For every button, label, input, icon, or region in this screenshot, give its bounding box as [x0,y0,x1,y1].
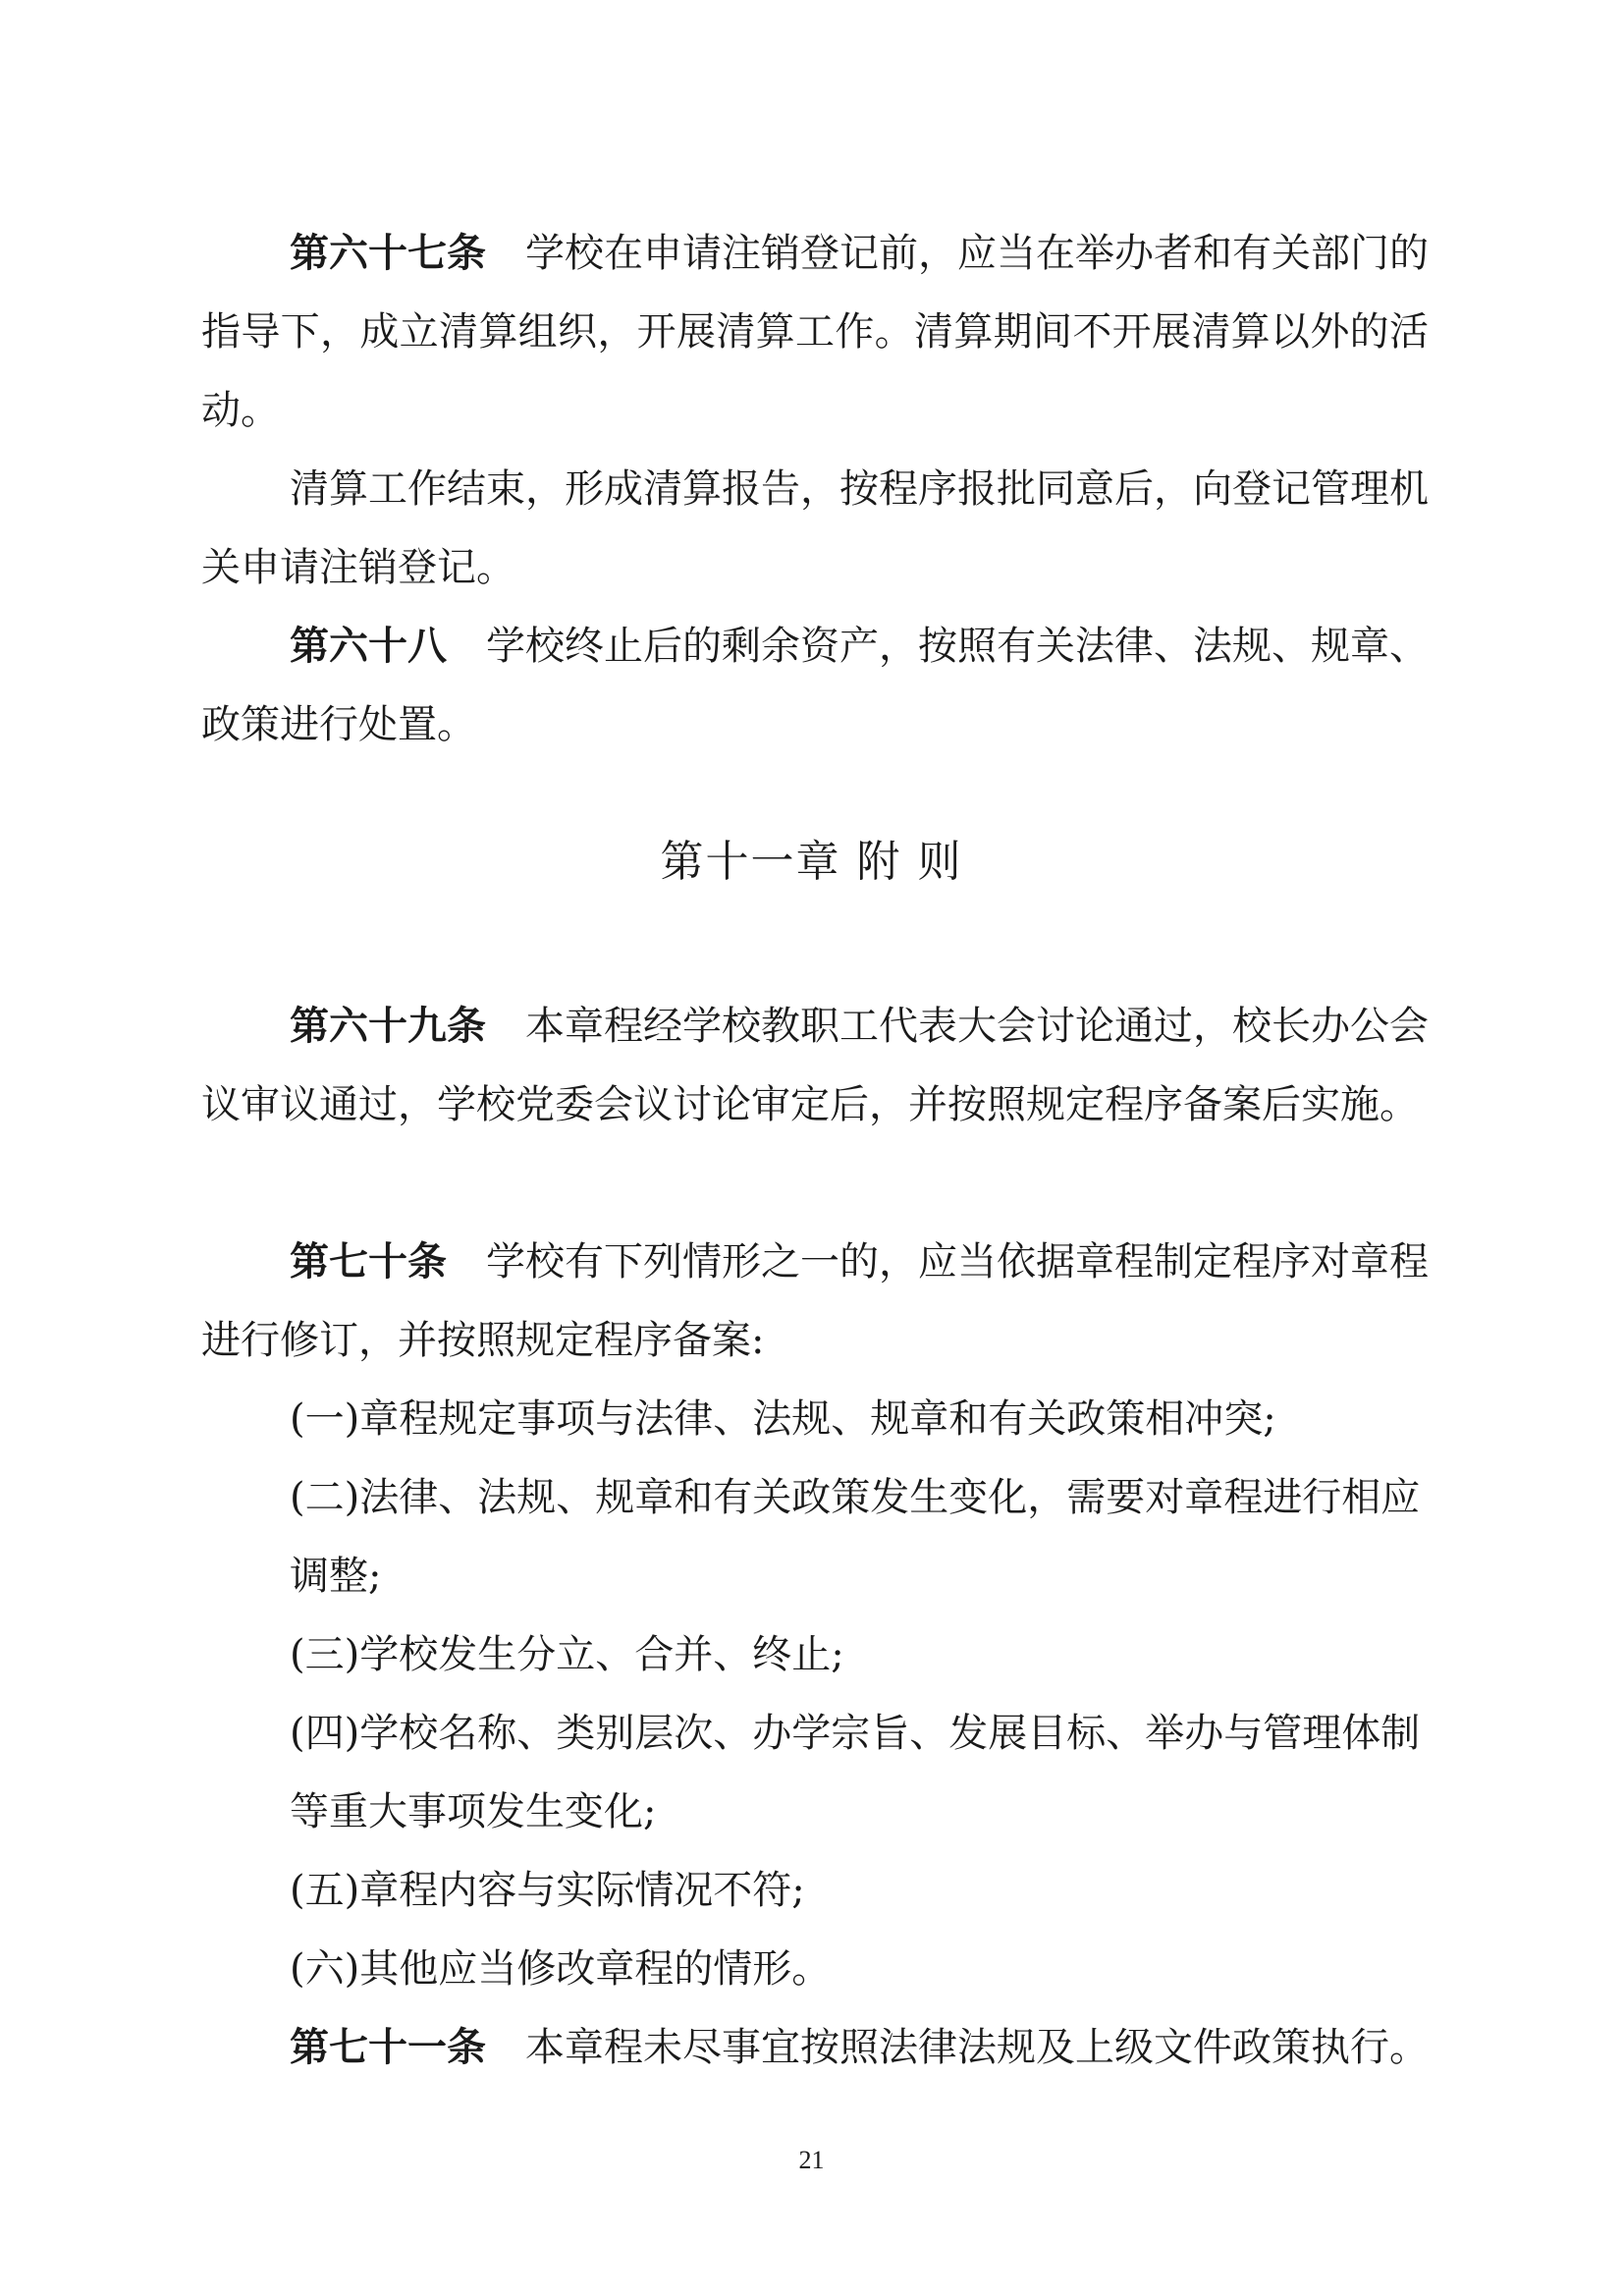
article-69-text: 本章程经学校教职工代表大会讨论通过，校长办公会议审议通过，学校党委会议讨论审定后，并按照规定程序备案后实施。 [201,1004,1429,1127]
article-67-label: 第六十七条 [290,231,486,276]
article-71-paragraph [201,2008,1429,2087]
article-70-item-6: (六)其他应当修改章程的情形。 [290,1946,832,1992]
article-67-text-2: 清算工作结束，形成清算报告，按程序报批同意后，向登记管理机关申请注销登记。 [201,466,1429,590]
article-67-paragraph-2 [201,450,1429,607]
article-70-item-2: (二)法律、法规、规章和有关政策发生变化，需要对章程进行相应调整; [290,1475,1421,1599]
article-70-text: 学校有下列情形之一的，应当依据章程制定程序对章程进行修订，并按照规定程序备案: [201,1239,1429,1363]
article-67-paragraph [201,214,1429,450]
page-number: 21 [798,2146,825,2174]
article-68-paragraph [201,607,1429,764]
article-68-label: 第六十八 [290,624,447,669]
article-67-text: 学校在申请注销登记前，应当在举办者和有关部门的指导下，成立清算组织，开展清算工作。清算期间不开展清算以外的活动。 [201,231,1429,433]
article-69-label: 第六十九条 [290,1004,486,1049]
article-69-paragraph [201,987,1429,1144]
article-70-item-5: (五)章程内容与实际情况不符; [290,1868,805,1913]
chapter-title: 第十一章 附 则 [660,837,963,887]
article-68-text: 学校终止后的剩余资产，按照有关法律、法规、规章、政策进行处置。 [201,624,1429,747]
article-71-text: 本章程未尽事宜按照法律法规及上级文件政策执行。 [525,2025,1429,2070]
article-70-item-1: (一)章程规定事项与法律、法规、规章和有关政策相冲突; [290,1396,1276,1442]
article-70-label: 第七十条 [290,1239,447,1285]
article-70-item-4: (四)学校名称、类别层次、办学宗旨、发展目标、举办与管理体制等重大事项发生变化; [290,1711,1421,1834]
article-70-paragraph [201,1223,1429,1380]
article-71-label: 第七十一条 [290,2025,486,2070]
article-70-item-3: (三)学校发生分立、合并、终止; [290,1632,844,1677]
